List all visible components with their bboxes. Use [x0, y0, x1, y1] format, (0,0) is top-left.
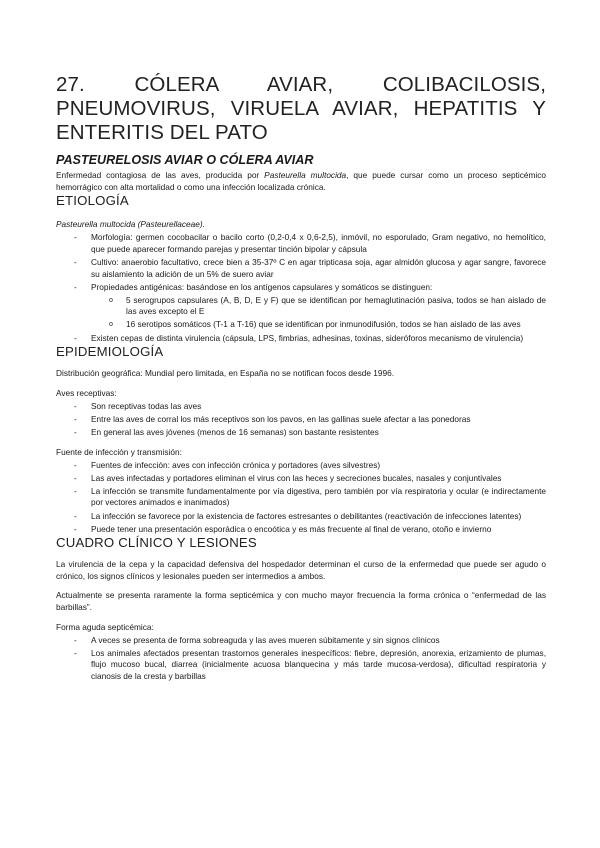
list-item — [56, 282, 546, 331]
intro-text-before: Enfermedad contagiosa de las aves, producida por — [56, 170, 265, 180]
dash-bullet: - — [74, 232, 77, 243]
section-subtitle: PASTEURELOSIS AVIAR O CÓLERA AVIAR — [56, 153, 314, 167]
distribucion-paragraph: Distribución geográfica: Mundial pero limitada, en España no se notifican focos desde 1996. — [56, 368, 395, 379]
forma-aguda-label: Forma aguda septicémica: — [56, 621, 154, 632]
list-item-text: Morfología: germen cocobacilar o bacilo corto (0,2-0,4 x 0,6-2,5), inmóvil, no esporulado, Gram negativo, no hemolítico, que puede aparecer formando parejas y presentar tinción bipolar y cápsula — [91, 232, 546, 254]
dash-bullet: - — [74, 510, 77, 521]
list-item-text: La infección se favorece por la existencia de factores estresantes o debilitantes (reactivación de infecciones latentes) — [91, 510, 522, 521]
intro-organism: Pasteurella multocida — [264, 170, 347, 180]
dash-bullet: - — [74, 400, 77, 411]
list-item — [56, 473, 546, 485]
fuente-list — [56, 460, 546, 536]
antigen-sublist — [91, 295, 546, 331]
forma-aguda-list — [56, 635, 546, 683]
intro-paragraph — [56, 170, 546, 193]
dash-bullet: - — [74, 459, 77, 470]
list-item — [56, 414, 546, 426]
list-item-text: Puede tener una presentación esporádica o encoótica y es más frecuente al final de verano, otoño e invierno — [91, 523, 492, 534]
list-item — [56, 232, 546, 255]
list-item — [56, 401, 546, 413]
heading-cuadro-clinico: CUADRO CLÍNICO Y LESIONES — [56, 535, 257, 551]
list-item — [56, 524, 546, 536]
list-item-text: La infección se transmite fundamentalmente por vía digestiva, pero también por vía respiratoria y ocular (e indirectamente por vectores animados e inanimados) — [91, 485, 546, 508]
sublist-item — [91, 295, 546, 318]
sublist-item-text: 5 serogrupos capsulares (A, B, D, E y F) que se identifican por hemaglutinación pasiva, todos se han aislado de las aves excepto el E — [126, 294, 546, 317]
dash-bullet: - — [74, 281, 77, 292]
list-item — [56, 511, 546, 523]
list-item-text: Cultivo: anaerobio facultativo, crece bien a 35-37º C en agar tripticasa soja, agar almidón glucosa y agar sangre, favorece su aislamiento la adición de un 5% de suero aviar — [91, 256, 546, 279]
dash-bullet: - — [74, 332, 77, 343]
organism-line: Pasteurella multocida (Pasteurellaceae). — [56, 219, 205, 230]
list-item-text: Propiedades antigénicas: basándose en los antígenos capsulares y somáticos se distinguen: — [91, 281, 433, 292]
cuadro-paragraph-2: Actualmente se presenta raramente la forma septicémica y con mucho mayor frecuencia la forma crónica o “enfermedad de las barbillas”. — [56, 590, 546, 613]
etiologia-list — [56, 232, 546, 344]
list-item-text: Son receptivas todas las aves — [91, 400, 202, 411]
list-item — [56, 635, 546, 647]
list-item — [56, 648, 546, 683]
aves-label: Aves receptivas: — [56, 387, 117, 398]
document-page — [56, 0, 546, 683]
cuadro-paragraph-1: La virulencia de la cepa y la capacidad defensiva del hospedador determinan el curso de la enfermedad que puede ser agudo o crónico, los signos clínicos y lesionales pueden ser intermedios a ambos. — [56, 559, 546, 581]
sublist-item-text: 16 serotipos somáticos (T-1 a T-16) que se identifican por inmunodifusión, todos se han aislado de las aves — [126, 319, 521, 330]
circle-bullet: o — [109, 296, 113, 304]
list-item-text: En general las aves jóvenes (menos de 16 semanas) son bastante resistentes — [91, 427, 379, 437]
heading-epidemiologia: EPIDEMIOLOGÍA — [56, 344, 164, 360]
list-item — [56, 333, 546, 345]
aves-list — [56, 401, 546, 439]
heading-etiologia: ETIOLOGÍA — [56, 193, 129, 209]
list-item-text: A veces se presenta de forma sobreaguda y las aves mueren súbitamente y sin signos clínicos — [91, 634, 440, 645]
circle-bullet: o — [109, 321, 113, 329]
intro-text-after: , que puede cursar como un proceso septicémico hemorrágico con alta mortalidad o como una infección localizada crónica. — [56, 170, 546, 192]
dash-bullet: - — [74, 256, 77, 267]
dash-bullet: - — [74, 634, 77, 645]
dash-bullet: - — [74, 485, 77, 496]
dash-bullet: - — [74, 427, 77, 437]
list-item-text: Los animales afectados presentan trastornos generales inespecíficos: fiebre, depresión, anorexia, erizamiento de plumas, flujo mucoso bucal, diarrea (inicialmente acuosa blanquecina y más tarde mucosa-verdosa), dificultad respiratoria y cianosis de la cresta y barbillas — [91, 647, 546, 681]
fuente-label: Fuente de infección y transmisión: — [56, 446, 182, 457]
list-item-text: Entre las aves de corral los más receptivos son los pavos, en las gallinas suele afectar a las ponedoras — [91, 413, 471, 424]
dash-bullet: - — [74, 523, 77, 534]
dash-bullet: - — [74, 413, 77, 424]
dash-bullet: - — [74, 472, 77, 483]
dash-bullet: - — [74, 647, 77, 658]
sublist-item — [91, 319, 546, 331]
chapter-title: 27. CÓLERA AVIAR, COLIBACILOSIS, PNEUMOVIRUS, VIRUELA AVIAR, HEPATITIS Y ENTERITIS DEL PATO — [56, 73, 546, 144]
list-item-text: Fuentes de infección: aves con infección crónica y portadores (aves silvestres) — [91, 459, 381, 470]
list-item-text: Existen cepas de distinta virulencia (cápsula, LPS, fimbrias, adhesinas, toxinas, sideróforos mecanismo de virulencia) — [91, 332, 524, 343]
list-item-text: Las aves infectadas y portadores eliminan el virus con las heces y secreciones bucales, nasales y conjuntivales — [91, 472, 502, 483]
list-item — [56, 460, 546, 472]
list-item — [56, 486, 546, 509]
list-item — [56, 427, 546, 439]
list-item — [56, 257, 546, 280]
